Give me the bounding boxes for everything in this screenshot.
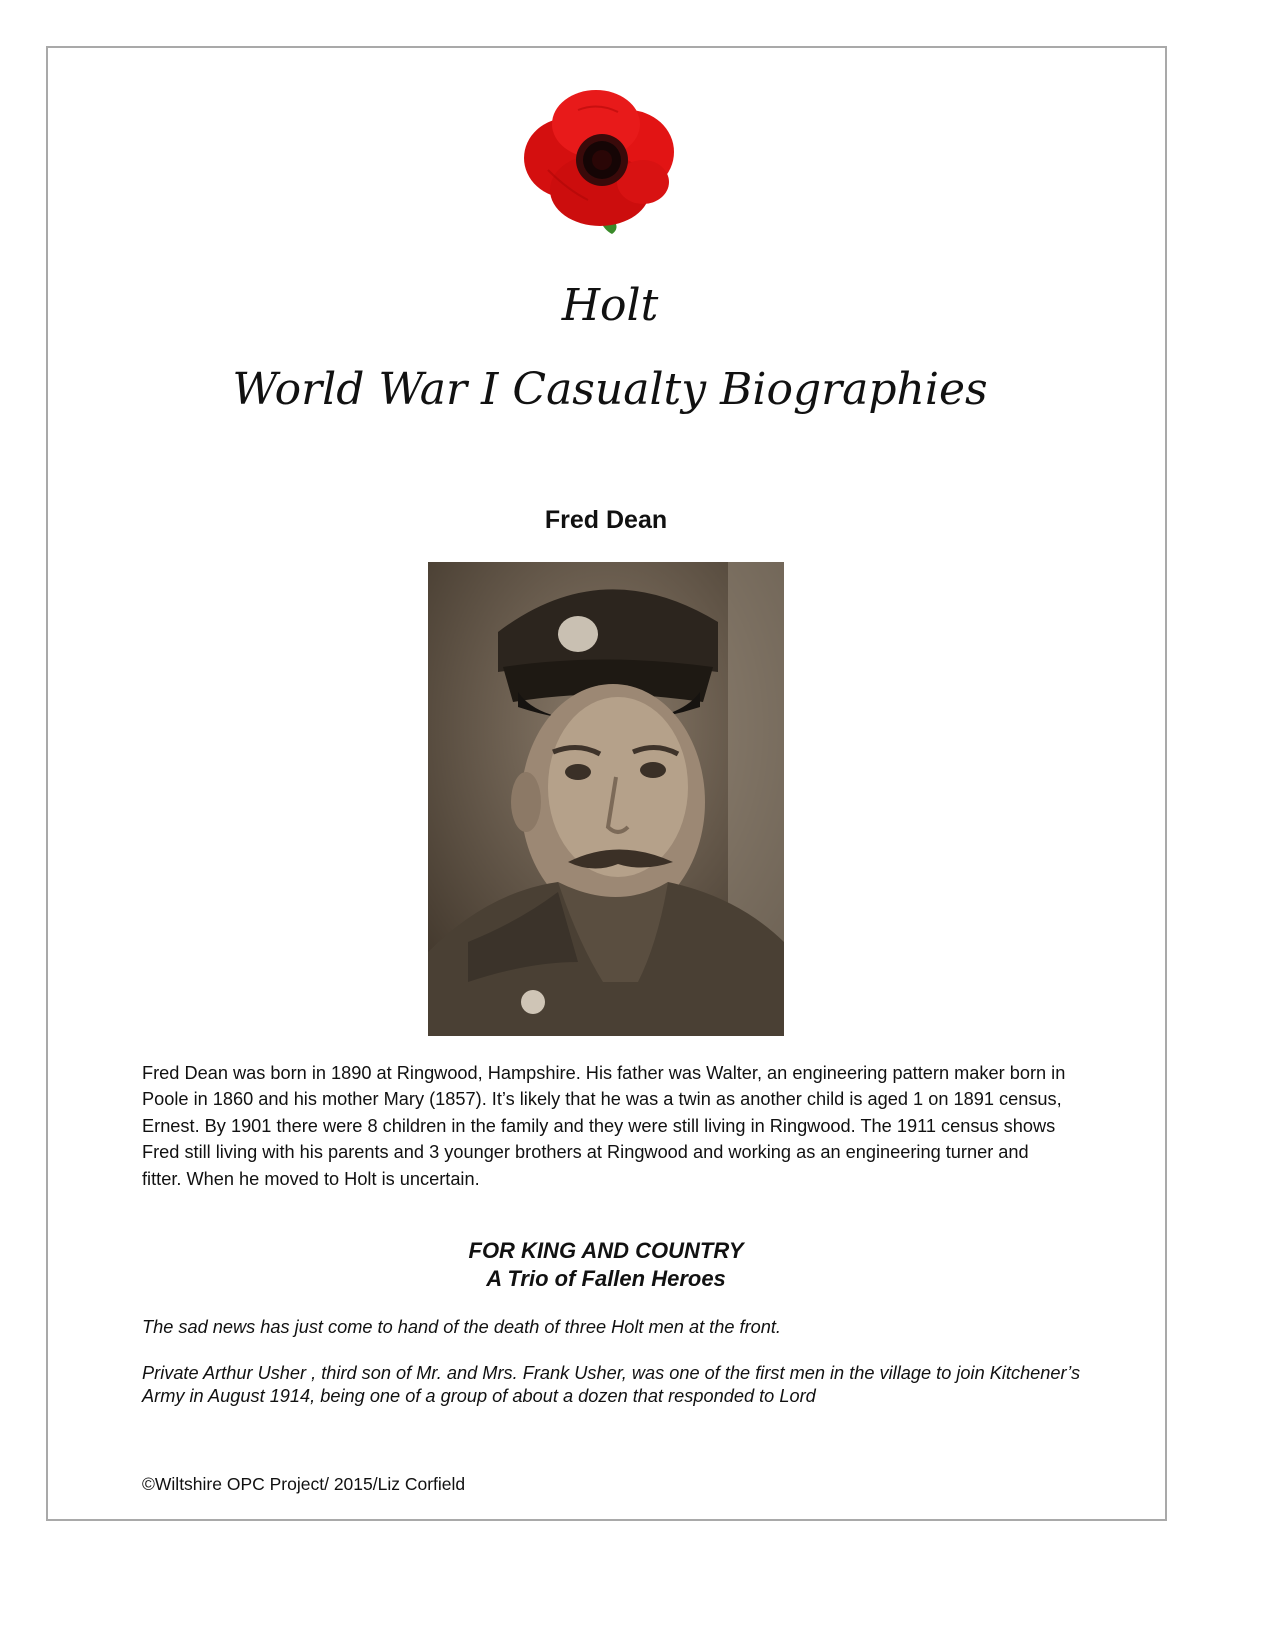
article-heading: FOR KING AND COUNTRY xyxy=(468,1238,744,1263)
copyright-footer: ©Wiltshire OPC Project/ 2015/Liz Corfield xyxy=(142,1474,466,1494)
article-subheading: A Trio of Fallen Heroes xyxy=(486,1266,726,1291)
document-title: Holt xyxy=(561,280,659,331)
poppy-icon xyxy=(508,80,688,240)
article-paragraph: The sad news has just come to hand of the death of three Holt men at the front. xyxy=(142,1317,781,1337)
document-subtitle: World War I Casualty Biographies xyxy=(232,364,988,415)
biography-text: Fred Dean was born in 1890 at Ringwood, Hampshire. His father was Walter, an engineering pattern maker born in Poole in 1860 and his mother Mary (1857). It’s likely that he was a twin as another child is aged 1 on 1891 census, Ernest. By 1901 there were 8 children in the family and they were still living in Ringwood. The 1911 census shows Fred still living with his parents and 3 younger brothers at Ringwood and working as an engineering turner and fitter. When he moved to Holt is uncertain. xyxy=(142,1063,1066,1189)
article-paragraph: Private Arthur Usher , third son of Mr. and Mrs. Frank Usher, was one of the first men in the village to join Kitchener’s Army in August 1914, being one of a group of about a dozen that responded to Lord xyxy=(142,1363,1081,1406)
person-name: Fred Dean xyxy=(544,506,668,534)
portrait-photo xyxy=(428,562,784,1036)
